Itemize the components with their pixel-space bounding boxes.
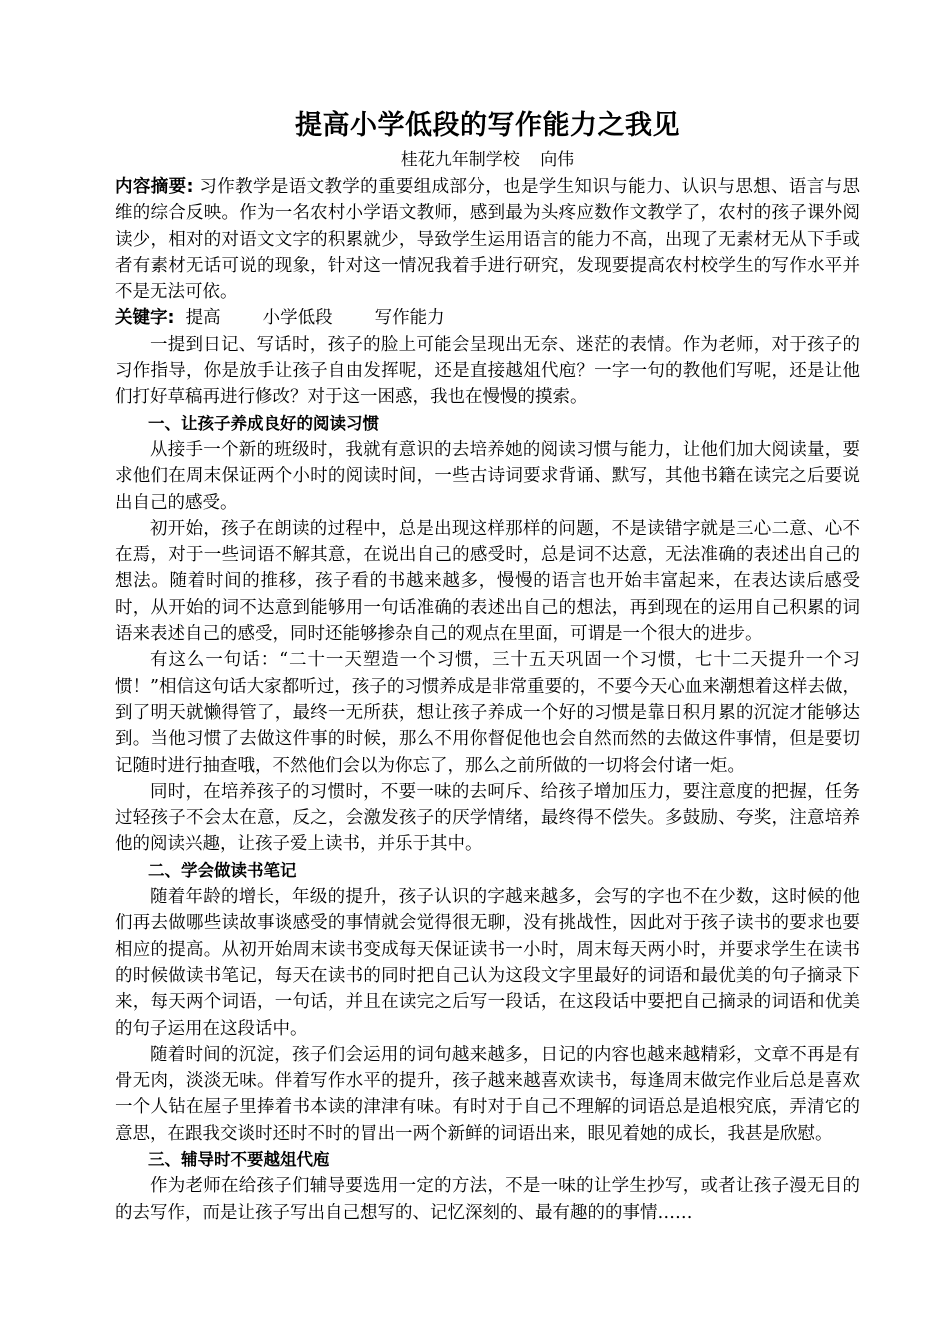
keyword-item: 提高 xyxy=(185,308,221,329)
body-paragraph: 同时，在培养孩子的习惯时，不要一味的去呵斥、给孩子增加压力，要注意度的把握，任务过轻孩子不会太在意，反之，会激发孩子的厌学情绪，最终得不偿失。多鼓励、夸奖，注意培养他的阅读兴趣，让孩子爱上读书，并乐于其中。 xyxy=(115,781,860,855)
keywords-line xyxy=(115,305,860,331)
author-name: 向伟 xyxy=(540,150,575,170)
abstract-text: 习作教学是语文教学的重要组成部分，也是学生知识与能力、认识与思想、语言与思维的综合反映。作为一名农村小学语文教师，感到最为头疼应数作文教学了，农村的孩子课外阅读少，相对的对语文文字的积累就少，导致学生运用语言的能力不高，出现了无素材无从下手或者有素材无话可说的现象，针对这一情况我着手进行研究，发现要提高农村校学生的写作水平并不是无法可依。 xyxy=(115,177,861,303)
author-school: 桂花九年制学校 xyxy=(400,150,520,170)
document-page xyxy=(115,108,860,1226)
body-paragraph: 有这么一句话：“二十一天塑造一个习惯，三十五天巩固一个习惯，七十二天提升一个习惯！”相信这句话大家都听过，孩子的习惯养成是非常重要的，不要今天心血来潮想着这样去做，到了明天就懒得管了，最终一无所获，想让孩子养成一个好的习惯是靠日积月累的沉淀才能够达到。当他习惯了去做这件事的时候，那么不用你督促他也会自然而然的去做这件事情，但是要切记随时进行抽查哦，不然他们会以为你忘了，那么之前所做的一切将会付诸一炬。 xyxy=(115,650,860,776)
body-paragraph: 从接手一个新的班级时，我就有意识的去培养她的阅读习惯与能力，让他们加大阅读量，要求他们在周末保证两个小时的阅读时间，一些古诗词要求背诵、默写，其他书籍在读完之后要说出自己的感受。 xyxy=(115,439,860,513)
body-paragraph: 随着年龄的增长，年级的提升，孩子认识的字越来越多，会写的字也不在少数，这时候的他们再去做哪些读故事谈感受的事情就会觉得很无聊，没有挑战性，因此对于孩子读书的要求也要相应的提高。从初开始周末读书变成每天保证读书一小时，周末每天两小时，并要求学生在读书的时候做读书笔记，每天在读书的同时把自己认为这段文字里最好的词语和最优美的句子摘录下来，每天两个词语，一句话，并且在读完之后写一段话，在这段话中要把自己摘录的词语和优美的句子运用在这段话中。 xyxy=(115,887,860,1039)
author-line xyxy=(115,148,860,172)
body-paragraph: 初开始，孩子在朗读的过程中，总是出现这样那样的问题，不是读错字就是三心二意、心不在焉，对于一些词语不解其意，在说出自己的感受时，总是词不达意，无法准确的表述出自己的想法。随着时间的推移，孩子看的书越来越多，慢慢的语言也开始丰富起来，在表达读后感受时，从开始的词不达意到能够用一句话准确的表述出自己的想法，再到现在的运用自己积累的词语来表述自己的感受，同时还能够掺杂自己的观点在里面，可谓是一个很大的进步。 xyxy=(115,518,860,645)
body-paragraph: 作为老师在给孩子们辅导要选用一定的方法，不是一味的让学生抄写，或者让孩子漫无目的的去写作，而是让孩子写出自己想写的、记忆深刻的、最有趣的的事情…… xyxy=(115,1176,860,1223)
document-title: 提高小学低段的写作能力之我见 xyxy=(295,110,680,141)
section-heading: 三、辅导时不要越俎代庖 xyxy=(148,1149,330,1169)
section-heading: 一、让孩子养成良好的阅读习惯 xyxy=(148,413,379,433)
abstract-paragraph xyxy=(115,174,860,305)
keywords-label: 关键字: xyxy=(115,308,175,329)
body-paragraph: 随着时间的沉淀，孩子们会运用的词句越来越多，日记的内容也越来越精彩，文章不再是有骨无肉，淡淡无味。伴着写作水平的提升，孩子越来越喜欢读书，每逢周末做完作业后总是喜欢一个人钻在屋子里捧着书本读的津津有味。有时对于自己不理解的词语总是追根究底，弄清它的意思，在跟我交谈时还时不时的冒出一两个新鲜的词语出来，眼见着她的成长，我甚是欣慰。 xyxy=(115,1044,860,1144)
abstract-label: 内容摘要: xyxy=(115,177,194,197)
keyword-item: 写作能力 xyxy=(374,308,445,329)
keyword-item: 小学低段 xyxy=(262,308,333,329)
section-heading: 二、学会做读书笔记 xyxy=(148,860,297,880)
intro-paragraph: 一提到日记、写话时，孩子的脸上可能会呈现出无奈、迷茫的表情。作为老师，对于孩子的习作指导，你是放手让孩子自由发挥呢，还是直接越俎代庖？一字一句的教他们写呢，还是让他们打好草稿再进行修改？对于这一困惑，我也在慢慢的摸索。 xyxy=(115,334,860,408)
